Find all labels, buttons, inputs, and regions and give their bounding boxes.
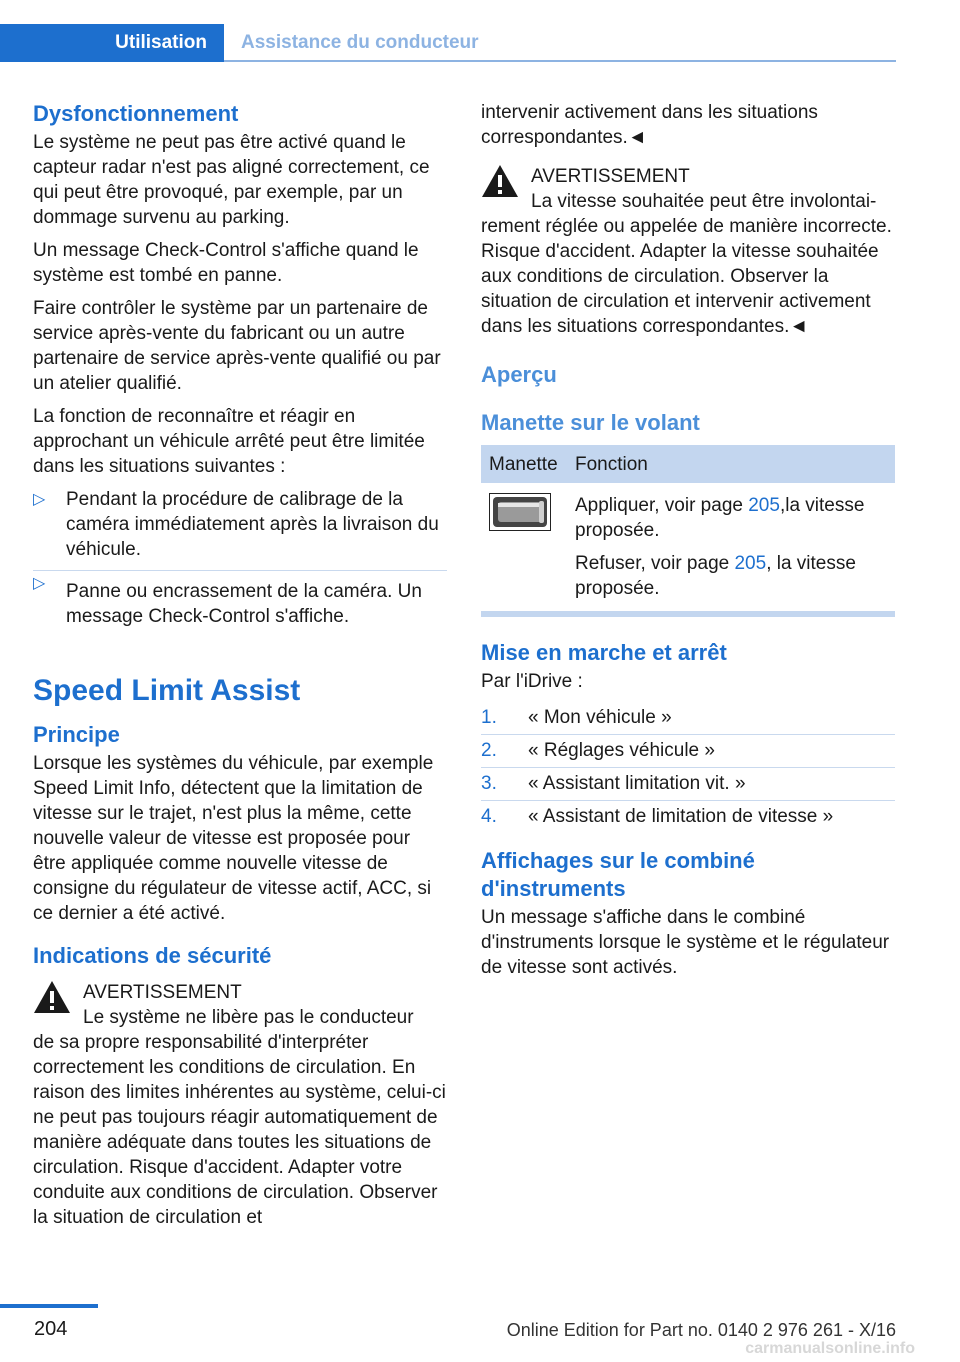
section-title-affichages: Affichages sur le combiné d'instruments bbox=[481, 848, 755, 901]
manette-table bbox=[481, 445, 895, 617]
list-item bbox=[481, 702, 895, 734]
warning-text: Le système ne libère pas le conducteur bbox=[83, 1007, 414, 1028]
left-column bbox=[33, 100, 447, 1240]
table-header-manette: Manette bbox=[481, 445, 567, 483]
triangle-bullet-icon: ▷ bbox=[33, 575, 46, 592]
table-cell-manette bbox=[481, 483, 567, 611]
text: Appliquer, voir page bbox=[575, 495, 749, 516]
section-title-mise-en-marche: Mise en marche et arrêt bbox=[481, 640, 727, 665]
steering-wheel-button-icon bbox=[489, 493, 551, 531]
steps-list bbox=[481, 702, 895, 833]
paragraph: Par l'iDrive : bbox=[481, 671, 583, 692]
step-number: 4. bbox=[481, 806, 497, 827]
step-text: « Assistant de limitation de vitesse » bbox=[528, 806, 834, 827]
list-item-text: Pendant la procédure de calibrage de la caméra immédiatement après la livraison du véhicule. bbox=[66, 489, 439, 560]
tab-utilisation[interactable] bbox=[0, 24, 224, 62]
watermark: carmanualsonline.info bbox=[745, 1340, 915, 1357]
step-number: 3. bbox=[481, 773, 497, 794]
function-text bbox=[575, 493, 887, 543]
right-column bbox=[481, 100, 895, 988]
table-header-fonction: Fonction bbox=[567, 445, 895, 483]
warning-title: AVERTISSEMENT bbox=[531, 166, 690, 187]
bullet-list bbox=[33, 487, 447, 637]
list-item bbox=[33, 570, 447, 637]
warning-triangle-icon bbox=[481, 164, 519, 198]
tab-assistance-du-conducteur[interactable] bbox=[241, 24, 479, 62]
warning-text: de sa propre responsabilité d'interpréter correctement les conditions de circulation. En raison des limites inhérentes au système, celui-ci ne peut pas toujours réagir automatiquement de manière adéquate dans toutes les situations de circulation. Risque d'accident. Adapter votre conduite aux conditions de circulation. Observer la situation de circulation et bbox=[33, 1032, 446, 1228]
text: Refuser, voir page bbox=[575, 553, 735, 574]
warning-triangle-icon bbox=[33, 980, 71, 1014]
edition-text: Online Edition for Part no. 0140 2 976 261 - X/16 bbox=[506, 1320, 896, 1340]
step-text: « Assistant limitation vit. » bbox=[528, 773, 746, 794]
triangle-bullet-icon: ▷ bbox=[33, 491, 46, 508]
section-title-principe: Principe bbox=[33, 722, 120, 747]
warning-title: AVERTISSEMENT bbox=[83, 982, 242, 1003]
paragraph: La fonction de reconnaître et réagir en approchant un véhicule arrêté peut être limitée dans les situations suivantes : bbox=[33, 406, 425, 477]
text: , la vitesse proposée. bbox=[575, 553, 856, 599]
paragraph: Le système ne peut pas être activé quand le capteur radar n'est pas aligné correctement, ce qui peut être provoqué, par exemple, par un dommage survenu au parking. bbox=[33, 132, 430, 228]
step-number: 1. bbox=[481, 707, 497, 728]
list-item bbox=[481, 734, 895, 767]
function-text bbox=[575, 551, 887, 601]
chapter-title-speed-limit-assist: Speed Limit Assist bbox=[33, 674, 301, 707]
page-link[interactable]: 205 bbox=[748, 495, 780, 516]
tab-assistance-label: Assistance du conducteur bbox=[241, 32, 479, 53]
warning-box bbox=[481, 164, 895, 339]
paragraph: Un message Check-Control s'affiche quand le système est tombé en panne. bbox=[33, 240, 419, 286]
footer-accent-bar bbox=[0, 1304, 98, 1308]
table-header-row bbox=[481, 445, 895, 483]
section-title-securite: Indications de sécurité bbox=[33, 943, 272, 968]
step-number: 2. bbox=[481, 740, 497, 761]
page-number: 204 bbox=[34, 1318, 68, 1340]
step-text: « Réglages véhicule » bbox=[528, 740, 715, 761]
paragraph: Lorsque les systèmes du véhicule, par exemple Speed Limit Info, détectent que la limitation de vitesse sur le trajet, n'est plus la même, cette nouvelle valeur de vitesse est proposée pour être appliquée comme nouvelle vitesse de consigne du régulateur de vitesse actif, ACC, si ce dernier a été activé. bbox=[33, 753, 434, 924]
warning-box bbox=[33, 980, 447, 1230]
list-item bbox=[33, 487, 447, 570]
header-divider bbox=[224, 60, 896, 62]
page-link[interactable]: 205 bbox=[734, 553, 767, 574]
warning-text: rement réglée ou appelée de manière incorrecte. Risque d'accident. Adapter la vitesse souhaitée aux conditions de circulation. Observer la situation de circulation et intervenir activement dans les situations correspondantes.◄ bbox=[481, 216, 892, 337]
paragraph: intervenir activement dans les situations correspondantes.◄ bbox=[481, 102, 818, 148]
tab-utilisation-label: Utilisation bbox=[115, 32, 207, 53]
step-text: « Mon véhicule » bbox=[528, 707, 672, 728]
list-item-text: Panne ou encrassement de la caméra. Un message Check-Control s'affiche. bbox=[66, 581, 422, 627]
warning-text: La vitesse souhaitée peut être involontai- bbox=[531, 191, 877, 212]
paragraph: Faire contrôler le système par un partenaire de service après-vente du fabricant ou un autre partenaire de service après-vente qualifié ou par un atelier qualifié. bbox=[33, 298, 441, 394]
list-item bbox=[481, 800, 895, 833]
text: ,la vitesse proposée. bbox=[575, 495, 865, 541]
list-item bbox=[481, 767, 895, 800]
section-title-manette: Manette sur le volant bbox=[481, 410, 700, 435]
section-title-dysfonctionnement: Dysfonctionnement bbox=[33, 101, 239, 126]
table-bottom-rule bbox=[481, 611, 895, 617]
paragraph: Un message s'affiche dans le combiné d'instruments lorsque le système et le régulateur de vitesse sont activés. bbox=[481, 907, 890, 978]
table-cell-fonction bbox=[567, 483, 895, 611]
section-title-apercu: Aperçu bbox=[481, 362, 557, 387]
table-row bbox=[481, 483, 895, 611]
